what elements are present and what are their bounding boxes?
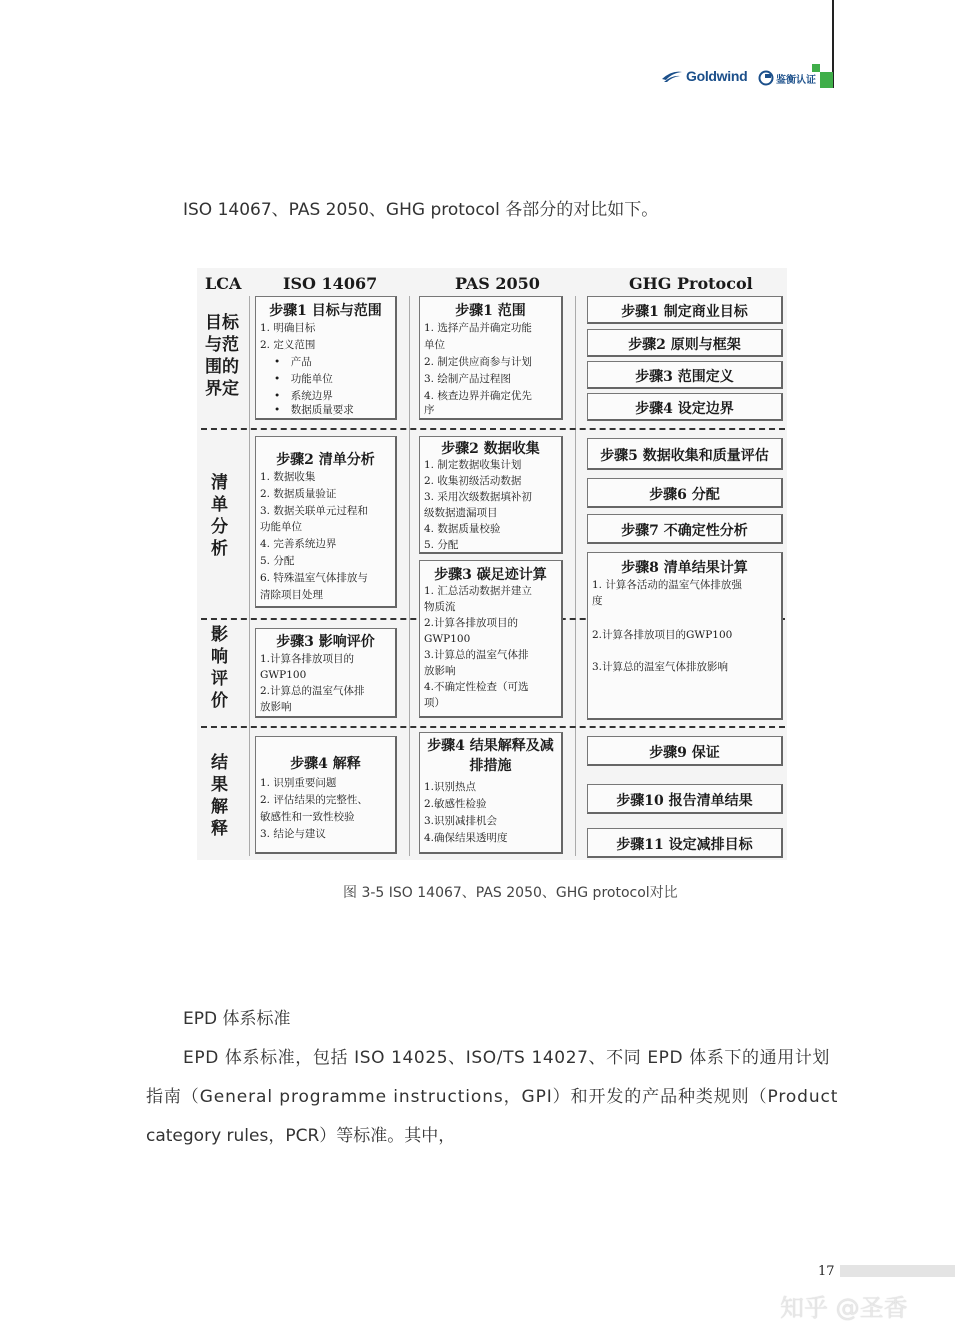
- ghg-step-box: [587, 329, 783, 357]
- ghg-step8-line: 度: [592, 595, 603, 607]
- green-square-decor: [820, 72, 833, 88]
- iso-step1-line: • 系统边界: [274, 390, 333, 402]
- pas-step3-line: 2.计算各排放项目的: [424, 617, 519, 629]
- page-number: 17: [818, 1264, 835, 1279]
- iso-step1-line: • 产品: [274, 356, 312, 368]
- body-line: EPD 体系标准，包括 ISO 14025、ISO/TS 14027、不同 EPD 体系下的通用计划: [183, 1048, 831, 1068]
- pas-step4-line: 4.确保结果透明度: [424, 832, 508, 844]
- pas-step4-line: 3.识别减排机会: [424, 815, 498, 827]
- pas-step2-line: 3. 采用次级数据填补初: [424, 491, 532, 503]
- body-line: category rules，PCR）等标准。其中，: [146, 1126, 456, 1146]
- pas-step2-line: 4. 数据质量校验: [424, 523, 501, 535]
- pas-step3-line: 放影响: [424, 665, 456, 677]
- cert-circle-icon: [758, 70, 774, 86]
- iso-step2-line: 清除项目处理: [260, 589, 323, 601]
- pas-step-box: [419, 296, 563, 420]
- ghg-step-box: [587, 438, 783, 470]
- ghg-step-box: [587, 478, 783, 508]
- ghg-step4: 步骤4 设定边界: [635, 401, 734, 417]
- figure-caption: 图 3-5 ISO 14067、PAS 2050、GHG protocol对比: [343, 885, 678, 901]
- column-divider: [575, 296, 576, 856]
- body-line: 指南（General programme instructions，GPI）和开发的产品种类规则（Product: [146, 1087, 839, 1107]
- phase-label-impact: 影响评价: [211, 625, 228, 711]
- iso-step1-line: • 数据质量要求: [274, 404, 354, 416]
- ghg-step-box: [587, 393, 783, 421]
- header-iso: ISO 14067: [283, 274, 378, 293]
- phase-separator: [201, 726, 785, 728]
- iso-step3-line: 放影响: [260, 701, 292, 713]
- ghg-step9: 步骤9 保证: [649, 745, 720, 761]
- phase-label-inventory: 清单分析: [211, 473, 228, 559]
- pas-step1-line: 2. 制定供应商参与计划: [424, 356, 532, 368]
- ghg-step-box: [587, 296, 783, 324]
- intro-paragraph: ISO 14067、PAS 2050、GHG protocol 各部分的对比如下。: [183, 200, 659, 220]
- iso-step-box: [255, 436, 397, 608]
- ghg-step-box: [587, 784, 783, 814]
- pas-step2-line: 1. 制定数据收集计划: [424, 459, 522, 471]
- ghg-step-box: [587, 514, 783, 544]
- header-lca: LCA: [205, 274, 242, 293]
- pas-step3-line: 1. 汇总活动数据并建立: [424, 585, 532, 597]
- cert-logo: [758, 70, 816, 86]
- iso-step4-title: 步骤4 解释: [290, 756, 361, 772]
- ghg-step-box: [587, 828, 783, 858]
- pas-step3-line: GWP100: [424, 633, 471, 645]
- iso-step3-line: 1.计算各排放项目的: [260, 653, 355, 665]
- iso-step2-line: 2. 数据质量验证: [260, 488, 337, 500]
- iso-step1-line: • 功能单位: [274, 373, 333, 385]
- pas-step2-line: 2. 收集初级活动数据: [424, 475, 522, 487]
- column-divider: [409, 296, 410, 856]
- ghg-step8-line: 1. 计算各活动的温室气体排放强: [592, 579, 742, 591]
- pas-step-box: [419, 436, 563, 554]
- goldwind-swoosh-icon: [662, 70, 682, 82]
- iso-step2-title: 步骤2 清单分析: [276, 452, 375, 468]
- ghg-step3: 步骤3 范围定义: [635, 369, 734, 385]
- iso-step4-line: 敏感性和一致性校验: [260, 811, 355, 823]
- ghg-step7: 步骤7 不确定性分析: [621, 523, 748, 539]
- header-pas: PAS 2050: [455, 274, 540, 293]
- iso-step-box: [255, 736, 397, 854]
- ghg-step8-line: 3.计算总的温室气体排放影响: [592, 661, 729, 673]
- goldwind-logo-text: Goldwind: [686, 68, 748, 84]
- iso-step-box: [255, 628, 397, 718]
- section-title: EPD 体系标准: [183, 1009, 291, 1029]
- phase-label-scope: 目标与范围的界定: [205, 313, 239, 399]
- pas-step2-line: 级数据遗漏项目: [424, 507, 498, 519]
- ghg-step6: 步骤6 分配: [649, 487, 720, 503]
- pas-step2-line: 5. 分配: [424, 539, 459, 551]
- iso-step2-line: 3. 数据关联单元过程和: [260, 505, 368, 517]
- ghg-step5: 步骤5 数据收集和质量评估: [600, 448, 769, 464]
- iso-step1-line: 1. 明确目标: [260, 322, 316, 334]
- pas-step3-line: 项）: [424, 697, 445, 709]
- pas-step1-line: 1. 选择产品并确定功能: [424, 322, 532, 334]
- pas-step3-title: 步骤3 碳足迹计算: [434, 567, 547, 583]
- pas-step4-title: 步骤4 结果解释及减排措施: [427, 738, 554, 774]
- iso-step3-line: 2.计算总的温室气体排: [260, 685, 365, 697]
- iso-step4-line: 3. 结论与建议: [260, 828, 326, 840]
- ghg-step-box: [587, 552, 783, 720]
- pas-step4-line: 1.识别热点: [424, 781, 477, 793]
- pas-step-box: [419, 560, 563, 718]
- header-ghg: GHG Protocol: [629, 274, 753, 293]
- pas-step1-line: 单位: [424, 339, 445, 351]
- ghg-step11: 步骤11 设定减排目标: [616, 837, 753, 853]
- iso-step2-line: 6. 特殊温室气体排放与: [260, 572, 368, 584]
- iso-step4-line: 2. 评估结果的完整性、: [260, 794, 368, 806]
- goldwind-logo: [662, 68, 747, 84]
- ghg-step1: 步骤1 制定商业目标: [621, 304, 748, 320]
- ghg-step8-line: 2.计算各排放项目的GWP100: [592, 629, 733, 641]
- iso-step3-title: 步骤3 影响评价: [276, 634, 375, 650]
- ghg-step8-title: 步骤8 清单结果计算: [621, 560, 748, 576]
- pas-step2-title: 步骤2 数据收集: [441, 441, 540, 457]
- pas-step-box: [419, 732, 563, 854]
- pas-step3-line: 3.计算总的温室气体排: [424, 649, 529, 661]
- ghg-step-box: [587, 361, 783, 389]
- iso-step2-line: 4. 完善系统边界: [260, 538, 337, 550]
- column-divider: [249, 296, 250, 856]
- pas-step1-line: 4. 核查边界并确定优先: [424, 390, 532, 402]
- iso-step1-title: 步骤1 目标与范围: [269, 303, 382, 319]
- pas-step3-line: 4.不确定性检查（可选: [424, 681, 529, 693]
- ghg-step2: 步骤2 原则与框架: [628, 337, 741, 353]
- pas-step1-title: 步骤1 范围: [455, 303, 526, 319]
- iso-step2-line: 5. 分配: [260, 555, 295, 567]
- pas-step4-line: 2.敏感性检验: [424, 798, 487, 810]
- green-square-decor: [812, 64, 820, 72]
- watermark: 知乎 @圣香: [780, 1294, 908, 1322]
- iso-step2-line: 功能单位: [260, 521, 302, 533]
- pas-step3-line: 物质流: [424, 601, 456, 613]
- iso-step1-line: 2. 定义范围: [260, 339, 316, 351]
- phase-separator: [201, 428, 785, 430]
- pas-step1-line: 3. 绘制产品过程图: [424, 373, 511, 385]
- iso-step2-line: 1. 数据收集: [260, 471, 316, 483]
- iso-step3-line: GWP100: [260, 669, 307, 681]
- ghg-step-box: [587, 736, 783, 766]
- pas-step1-line: 序: [424, 404, 435, 416]
- phase-label-interpret: 结果解释: [211, 753, 228, 839]
- iso-step-box: [255, 296, 397, 420]
- page-number-bar: [840, 1265, 955, 1277]
- comparison-figure: [197, 268, 787, 860]
- iso-step4-line: 1. 识别重要问题: [260, 777, 337, 789]
- cert-logo-text: 鉴衡认证: [776, 74, 816, 86]
- ghg-step10: 步骤10 报告清单结果: [616, 793, 753, 809]
